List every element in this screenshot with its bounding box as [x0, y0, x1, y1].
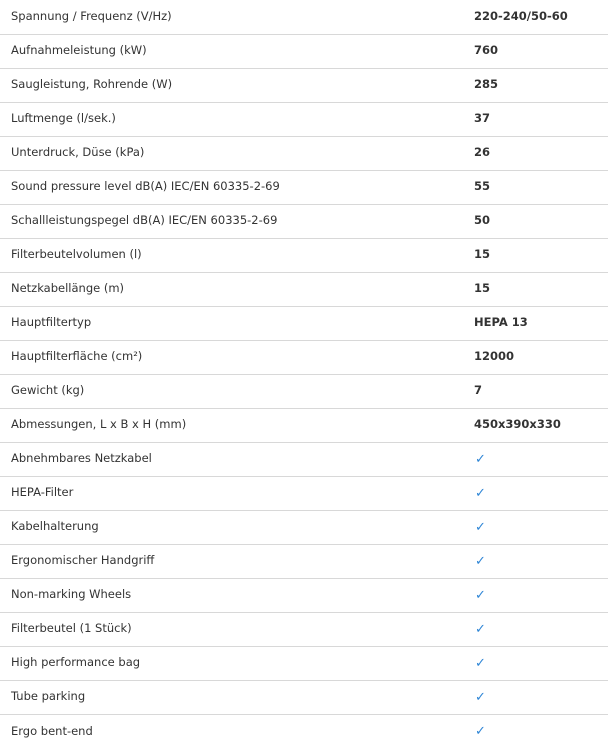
feature-row-non-marking-wheels [0, 578, 608, 612]
check-icon: ✓ [475, 451, 486, 467]
check-icon: ✓ [475, 621, 486, 637]
spec-value: 12000 [463, 340, 608, 374]
spec-label: Hauptfiltertyp [0, 306, 463, 340]
spec-value: 26 [463, 136, 608, 170]
spec-label: Saugleistung, Rohrende (W) [0, 68, 463, 102]
check-icon: ✓ [475, 655, 486, 671]
spec-label: Aufnahmeleistung (kW) [0, 34, 463, 68]
spec-label: Unterdruck, Düse (kPa) [0, 136, 463, 170]
spec-value: 450x390x330 [463, 408, 608, 442]
spec-row-cable-length [0, 272, 608, 306]
spec-row-vacuum [0, 136, 608, 170]
check-icon: ✓ [475, 587, 486, 603]
spec-value: HEPA 13 [463, 306, 608, 340]
spec-label: Spannung / Frequenz (V/Hz) [0, 0, 463, 34]
feature-label: Abnehmbares Netzkabel [0, 442, 463, 476]
feature-row-cable-holder [0, 510, 608, 544]
spec-label: Filterbeutelvolumen (l) [0, 238, 463, 272]
spec-label: Schallleistungspegel dB(A) IEC/EN 60335-2-69 [0, 204, 463, 238]
spec-row-sound-power [0, 204, 608, 238]
spec-row-suction-power [0, 68, 608, 102]
spec-value: 15 [463, 272, 608, 306]
spec-value: 760 [463, 34, 608, 68]
check-icon: ✓ [475, 485, 486, 501]
feature-row-detachable-cable [0, 442, 608, 476]
spec-label: Luftmenge (l/sek.) [0, 102, 463, 136]
spec-row-filter-type [0, 306, 608, 340]
spec-label: Netzkabellänge (m) [0, 272, 463, 306]
spec-value: 50 [463, 204, 608, 238]
feature-label: Ergonomischer Handgriff [0, 544, 463, 578]
spec-row-sound-pressure [0, 170, 608, 204]
check-icon: ✓ [475, 553, 486, 569]
check-icon: ✓ [475, 723, 486, 739]
spec-row-voltage [0, 0, 608, 34]
spec-row-dimensions [0, 408, 608, 442]
check-icon: ✓ [475, 519, 486, 535]
spec-row-weight [0, 374, 608, 408]
spec-label: Abmessungen, L x B x H (mm) [0, 408, 463, 442]
spec-value: 7 [463, 374, 608, 408]
feature-label: Non-marking Wheels [0, 578, 463, 612]
spec-value: 15 [463, 238, 608, 272]
spec-row-power-input [0, 34, 608, 68]
feature-label: Filterbeutel (1 Stück) [0, 612, 463, 646]
feature-label: Ergo bent-end [11, 723, 93, 738]
feature-label: Kabelhalterung [0, 510, 463, 544]
feature-row-ergonomic-handle [0, 544, 608, 578]
spec-value: 220-240/50-60 [463, 0, 608, 34]
spec-row-filter-area [0, 340, 608, 374]
feature-label: Tube parking [0, 680, 463, 714]
feature-row-tube-parking [0, 680, 608, 714]
spec-label: Hauptfilterfläche (cm²) [0, 340, 463, 374]
spec-row-airflow [0, 102, 608, 136]
spec-value: 55 [463, 170, 608, 204]
spec-value: 285 [463, 68, 608, 102]
feature-label: High performance bag [0, 646, 463, 680]
feature-row-ergo-bent-end [0, 714, 608, 748]
spec-value: 37 [463, 102, 608, 136]
feature-label: HEPA-Filter [0, 476, 463, 510]
spec-row-bag-volume [0, 238, 608, 272]
spec-label: Sound pressure level dB(A) IEC/EN 60335-2-69 [0, 170, 463, 204]
feature-row-high-performance-bag [0, 646, 608, 680]
feature-row-filter-bag [0, 612, 608, 646]
check-icon: ✓ [475, 689, 486, 705]
spec-label: Gewicht (kg) [0, 374, 463, 408]
feature-row-hepa-filter [0, 476, 608, 510]
